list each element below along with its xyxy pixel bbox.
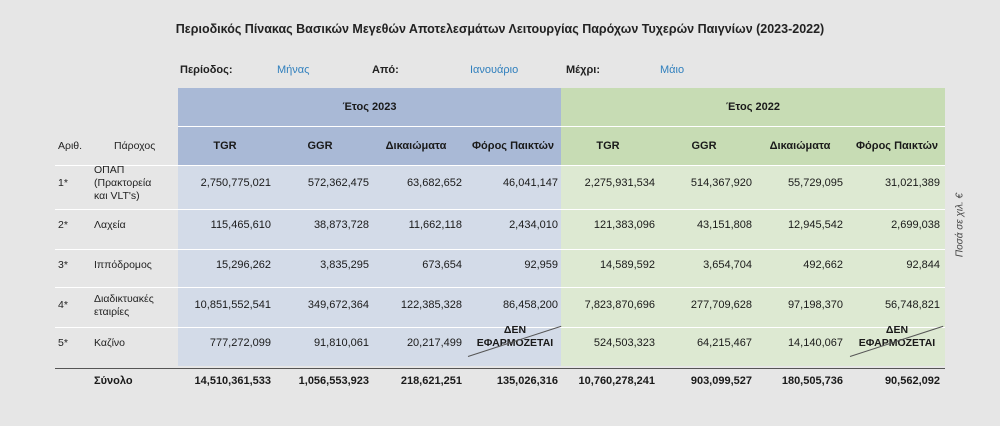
cell-ggr-2023: 3,835,295 xyxy=(320,259,369,271)
total-ggr-2022: 903,099,527 xyxy=(690,375,752,387)
total-rights-2022: 180,505,736 xyxy=(781,375,843,387)
cell-ggr-2022: 43,151,808 xyxy=(696,219,752,231)
col-header-tax-2023: Φόρος Παικτών xyxy=(472,140,554,152)
year-2023-header: Έτος 2023 xyxy=(342,101,397,113)
cell-ggr-2022: 64,215,467 xyxy=(696,337,752,349)
cell-tax-2022: 56,748,821 xyxy=(884,299,940,311)
cell-rights-2022: 97,198,370 xyxy=(787,299,843,311)
from-value[interactable]: Ιανουάριο xyxy=(470,64,519,76)
row-separator xyxy=(55,287,945,288)
provider-name-line: και VLT's) xyxy=(94,190,140,202)
cell-tgr-2022: 121,383,096 xyxy=(593,219,655,231)
total-tgr-2023: 14,510,361,533 xyxy=(194,375,271,387)
col-header-tax-2022: Φόρος Παικτών xyxy=(856,140,938,152)
from-label: Από: xyxy=(372,64,399,76)
provider-name-line: Ιππόδρομος xyxy=(94,259,152,271)
provider-name-line: Διαδικτυακές xyxy=(94,292,154,305)
period-label: Περίοδος: xyxy=(180,64,233,76)
col-header-rights-2022: Δικαιώματα xyxy=(769,140,831,152)
total-tgr-2022: 10,760,278,241 xyxy=(578,375,655,387)
row-provider-name xyxy=(94,164,151,203)
cell-tgr-2023: 2,750,775,021 xyxy=(200,177,271,189)
total-tax-2022: 90,562,092 xyxy=(884,375,940,387)
units-note: Ποσά σε χιλ. € xyxy=(954,192,966,258)
cell-rights-2022: 492,662 xyxy=(803,259,843,271)
to-label: Μέχρι: xyxy=(566,64,600,76)
not-applicable-text: ΔΕΝ xyxy=(503,324,527,336)
col-header-tgr-2023: TGR xyxy=(213,140,237,152)
cell-tax-2023: 86,458,200 xyxy=(502,299,558,311)
row-provider-name xyxy=(94,293,154,319)
col-header-tgr-2022: TGR xyxy=(596,140,620,152)
cell-rights-2023: 63,682,652 xyxy=(406,177,462,189)
col-header-rights-2023: Δικαιώματα xyxy=(385,140,447,152)
to-value[interactable]: Μάιο xyxy=(660,64,685,76)
total-rights-2023: 218,621,251 xyxy=(400,375,462,387)
row-separator xyxy=(55,209,945,210)
period-value[interactable]: Μήνας xyxy=(277,64,310,76)
row-separator xyxy=(55,165,945,166)
total-label: Σύνολο xyxy=(94,375,133,387)
cell-rights-2023: 20,217,499 xyxy=(406,337,462,349)
row-number: 2* xyxy=(58,219,68,231)
cell-tax-2022: 31,021,389 xyxy=(884,177,940,189)
row-provider-name xyxy=(94,259,152,272)
cell-ggr-2023: 572,362,475 xyxy=(307,177,369,189)
row-number: 4* xyxy=(58,299,68,311)
cell-tgr-2022: 14,589,592 xyxy=(599,259,655,271)
cell-ggr-2022: 514,367,920 xyxy=(690,177,752,189)
report-title: Περιοδικός Πίνακας Βασικών Μεγεθών Αποτελεσμάτων Λειτουργίας Παρόχων Τυχερών Παιγνίων (2023-2022) xyxy=(175,22,825,36)
cell-rights-2023: 673,654 xyxy=(422,259,462,271)
cell-tax-2023: 46,041,147 xyxy=(502,177,558,189)
cell-tgr-2022: 2,275,931,534 xyxy=(584,177,655,189)
cell-tgr-2023: 10,851,552,541 xyxy=(194,299,271,311)
cell-ggr-2023: 349,672,364 xyxy=(307,299,369,311)
col-header-ggr-2022: GGR xyxy=(691,140,717,152)
cell-rights-2023: 122,385,328 xyxy=(400,299,462,311)
provider-name-line: Καζίνο xyxy=(94,337,125,349)
cell-tgr-2022: 524,503,323 xyxy=(593,337,655,349)
cell-tax-2022: 92,844 xyxy=(906,259,940,271)
total-tax-2023: 135,026,316 xyxy=(496,375,558,387)
cell-rights-2023: 11,662,118 xyxy=(408,219,462,231)
provider-name-line: Λαχεία xyxy=(94,219,126,231)
cell-tgr-2022: 7,823,870,696 xyxy=(584,299,655,311)
cell-rights-2022: 14,140,067 xyxy=(787,337,843,349)
cell-tgr-2023: 115,465,610 xyxy=(210,219,271,231)
cell-tax-2022: 2,699,038 xyxy=(891,219,940,231)
year-2022-header: Έτος 2022 xyxy=(726,101,780,113)
col-header-number: Αριθ. xyxy=(58,140,83,152)
cell-tgr-2023: 777,272,099 xyxy=(209,337,271,349)
cell-ggr-2022: 3,654,704 xyxy=(703,259,752,271)
cell-ggr-2022: 277,709,628 xyxy=(690,299,752,311)
not-applicable-text: ΕΦΑΡΜΟΖΕΤΑΙ xyxy=(476,337,554,349)
not-applicable-cell xyxy=(852,324,942,350)
provider-name-line: εταιρίες xyxy=(94,305,130,318)
row-separator xyxy=(55,249,945,250)
cell-ggr-2023: 38,873,728 xyxy=(313,219,369,231)
provider-name-line: (Πρακτορεία xyxy=(94,177,152,189)
cell-rights-2022: 55,729,095 xyxy=(787,177,843,189)
not-applicable-text: ΔΕΝ xyxy=(885,324,909,336)
cell-ggr-2023: 91,810,061 xyxy=(313,337,369,349)
row-number: 1* xyxy=(58,177,68,189)
cell-tax-2023: 2,434,010 xyxy=(509,219,558,231)
provider-name-line: ΟΠΑΠ xyxy=(94,164,125,176)
total-ggr-2023: 1,056,553,923 xyxy=(298,375,369,387)
row-number: 3* xyxy=(58,259,68,271)
divider xyxy=(178,126,945,127)
col-header-provider: Πάροχος xyxy=(114,140,156,152)
cell-tgr-2023: 15,296,262 xyxy=(215,259,271,271)
not-applicable-text: ΕΦΑΡΜΟΖΕΤΑΙ xyxy=(858,337,936,349)
col-header-ggr-2023: GGR xyxy=(307,140,333,152)
row-provider-name xyxy=(94,219,126,232)
cell-rights-2022: 12,945,542 xyxy=(787,219,843,231)
row-provider-name xyxy=(94,337,125,350)
cell-tax-2023: 92,959 xyxy=(524,259,558,271)
total-separator xyxy=(55,368,945,369)
row-number: 5* xyxy=(58,337,68,349)
